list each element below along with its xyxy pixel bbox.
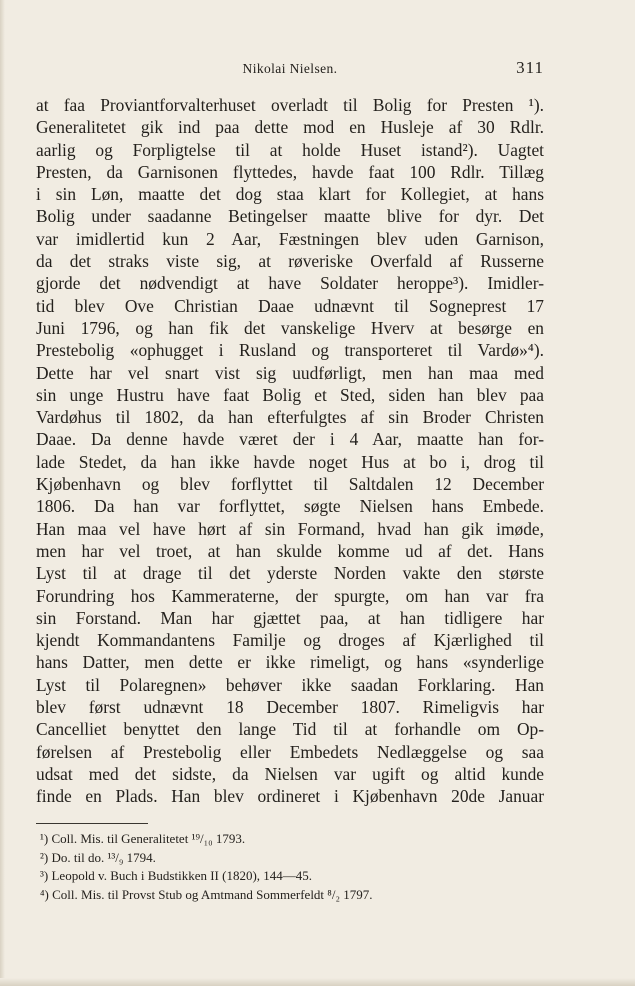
body-line: Daae. Da denne havde været der i 4 Aar, maatte han for- <box>36 429 544 450</box>
body-line: kjendt Kommandantens Familje og droges af Kjærlighed til <box>36 630 544 651</box>
footnotes <box>40 830 540 904</box>
body-line: Han maa vel have hørt af sin Formand, hvad han gik imøde, <box>36 518 544 539</box>
footnote: ²) Do. til do. ¹³/₉ 1794. <box>40 849 156 865</box>
body-line: Prestebolig «ophugget i Rusland og transporteret til Vardø»⁴). <box>36 340 544 361</box>
footnote: ¹) Coll. Mis. til Generalitetet ¹⁹/₁₀ 1793. <box>40 831 246 846</box>
page-number: 311 <box>516 58 544 77</box>
body-line: Dette har vel snart vist sig uudførligt, men han maa med <box>36 362 544 383</box>
body-line: Kjøbenhavn og blev forflyttet til Saltdalen 12 December <box>36 474 544 495</box>
footnote-divider <box>36 823 148 824</box>
footnote: ⁴) Coll. Mis. til Provst Stub og Amtmand Sommerfeldt ⁸/₂ 1797. <box>40 886 373 902</box>
body-text <box>36 94 544 808</box>
running-head-title: Nikolai Nielsen. <box>242 61 338 76</box>
body-line: da det straks viste sig, at røveriske Overfald af Russerne <box>36 251 544 272</box>
body-line: i sin Løn, maatte det dog staa klart for Kollegiet, at hans <box>36 184 544 205</box>
body-line: Presten, da Garnisonen flyttedes, havde faat 100 Rdlr. Tillæg <box>36 161 544 182</box>
body-line: finde en Plads. Han blev ordineret i Kjøbenhavn 20de Januar <box>36 786 544 807</box>
page-left-edge <box>0 0 5 986</box>
body-line: blev først udnævnt 18 December 1807. Rimeligvis har <box>36 697 544 718</box>
body-line: at faa Proviantforvalterhuset overladt til Bolig for Presten ¹). <box>36 95 544 115</box>
page-bottom-edge <box>0 978 635 986</box>
body-line: Bolig under saadanne Betingelser maatte blive for dyr. Det <box>36 206 544 227</box>
body-line: 1806. Da han var forflyttet, søgte Nielsen hans Embede. <box>36 496 544 517</box>
body-line: gjorde det nødvendigt at have Soldater heroppe³). Imidler- <box>36 273 544 294</box>
body-line: aarlig og Forpligtelse til at holde Huset istand²). Uagtet <box>36 139 544 160</box>
body-line: Cancelliet benyttet den lange Tid til at forhandle om Op- <box>36 719 544 740</box>
body-line: tid blev Ove Christian Daae udnævnt til Sogneprest 17 <box>36 295 544 316</box>
body-line: Lyst til Polaregnen» behøver ikke saadan Forklaring. Han <box>36 674 544 695</box>
body-line: Generalitetet gik ind paa dette mod en Husleje af 30 Rdlr. <box>36 117 544 138</box>
body-line: men har vel troet, at han skulde komme ud af det. Hans <box>36 540 544 561</box>
body-line: Juni 1796, og han fik det vanskelige Hverv at besørge en <box>36 317 544 338</box>
body-line: Vardøhus til 1802, da han efterfulgtes af sin Broder Christen <box>36 407 544 428</box>
body-line: hans Datter, men dette er ikke rimeligt, og hans «synderlige <box>36 652 544 673</box>
body-line: Forundring hos Kammeraterne, der spurgte, om han var fra <box>36 585 544 606</box>
body-line: sin Forstand. Man har gjættet paa, at han tidligere har <box>36 607 544 628</box>
body-line: var imidlertid kun 2 Aar, Fæstningen blev uden Garnison, <box>36 228 544 249</box>
body-line: sin unge Hustru have faat Bolig et Sted, siden han blev paa <box>36 384 544 405</box>
body-line: Lyst til at drage til det yderste Norden vakte den største <box>36 563 544 584</box>
body-line: førelsen af Prestebolig eller Embedets Nedlæggelse og saa <box>36 741 544 762</box>
body-line: lade Stedet, da han ikke havde noget Hus at bo i, drog til <box>36 451 544 472</box>
running-head <box>36 58 544 80</box>
footnote: ³) Leopold v. Buch i Budstikken II (1820), 144—45. <box>40 868 313 883</box>
body-line: udsat med det sidste, da Nielsen var ugift og altid kunde <box>36 763 544 784</box>
